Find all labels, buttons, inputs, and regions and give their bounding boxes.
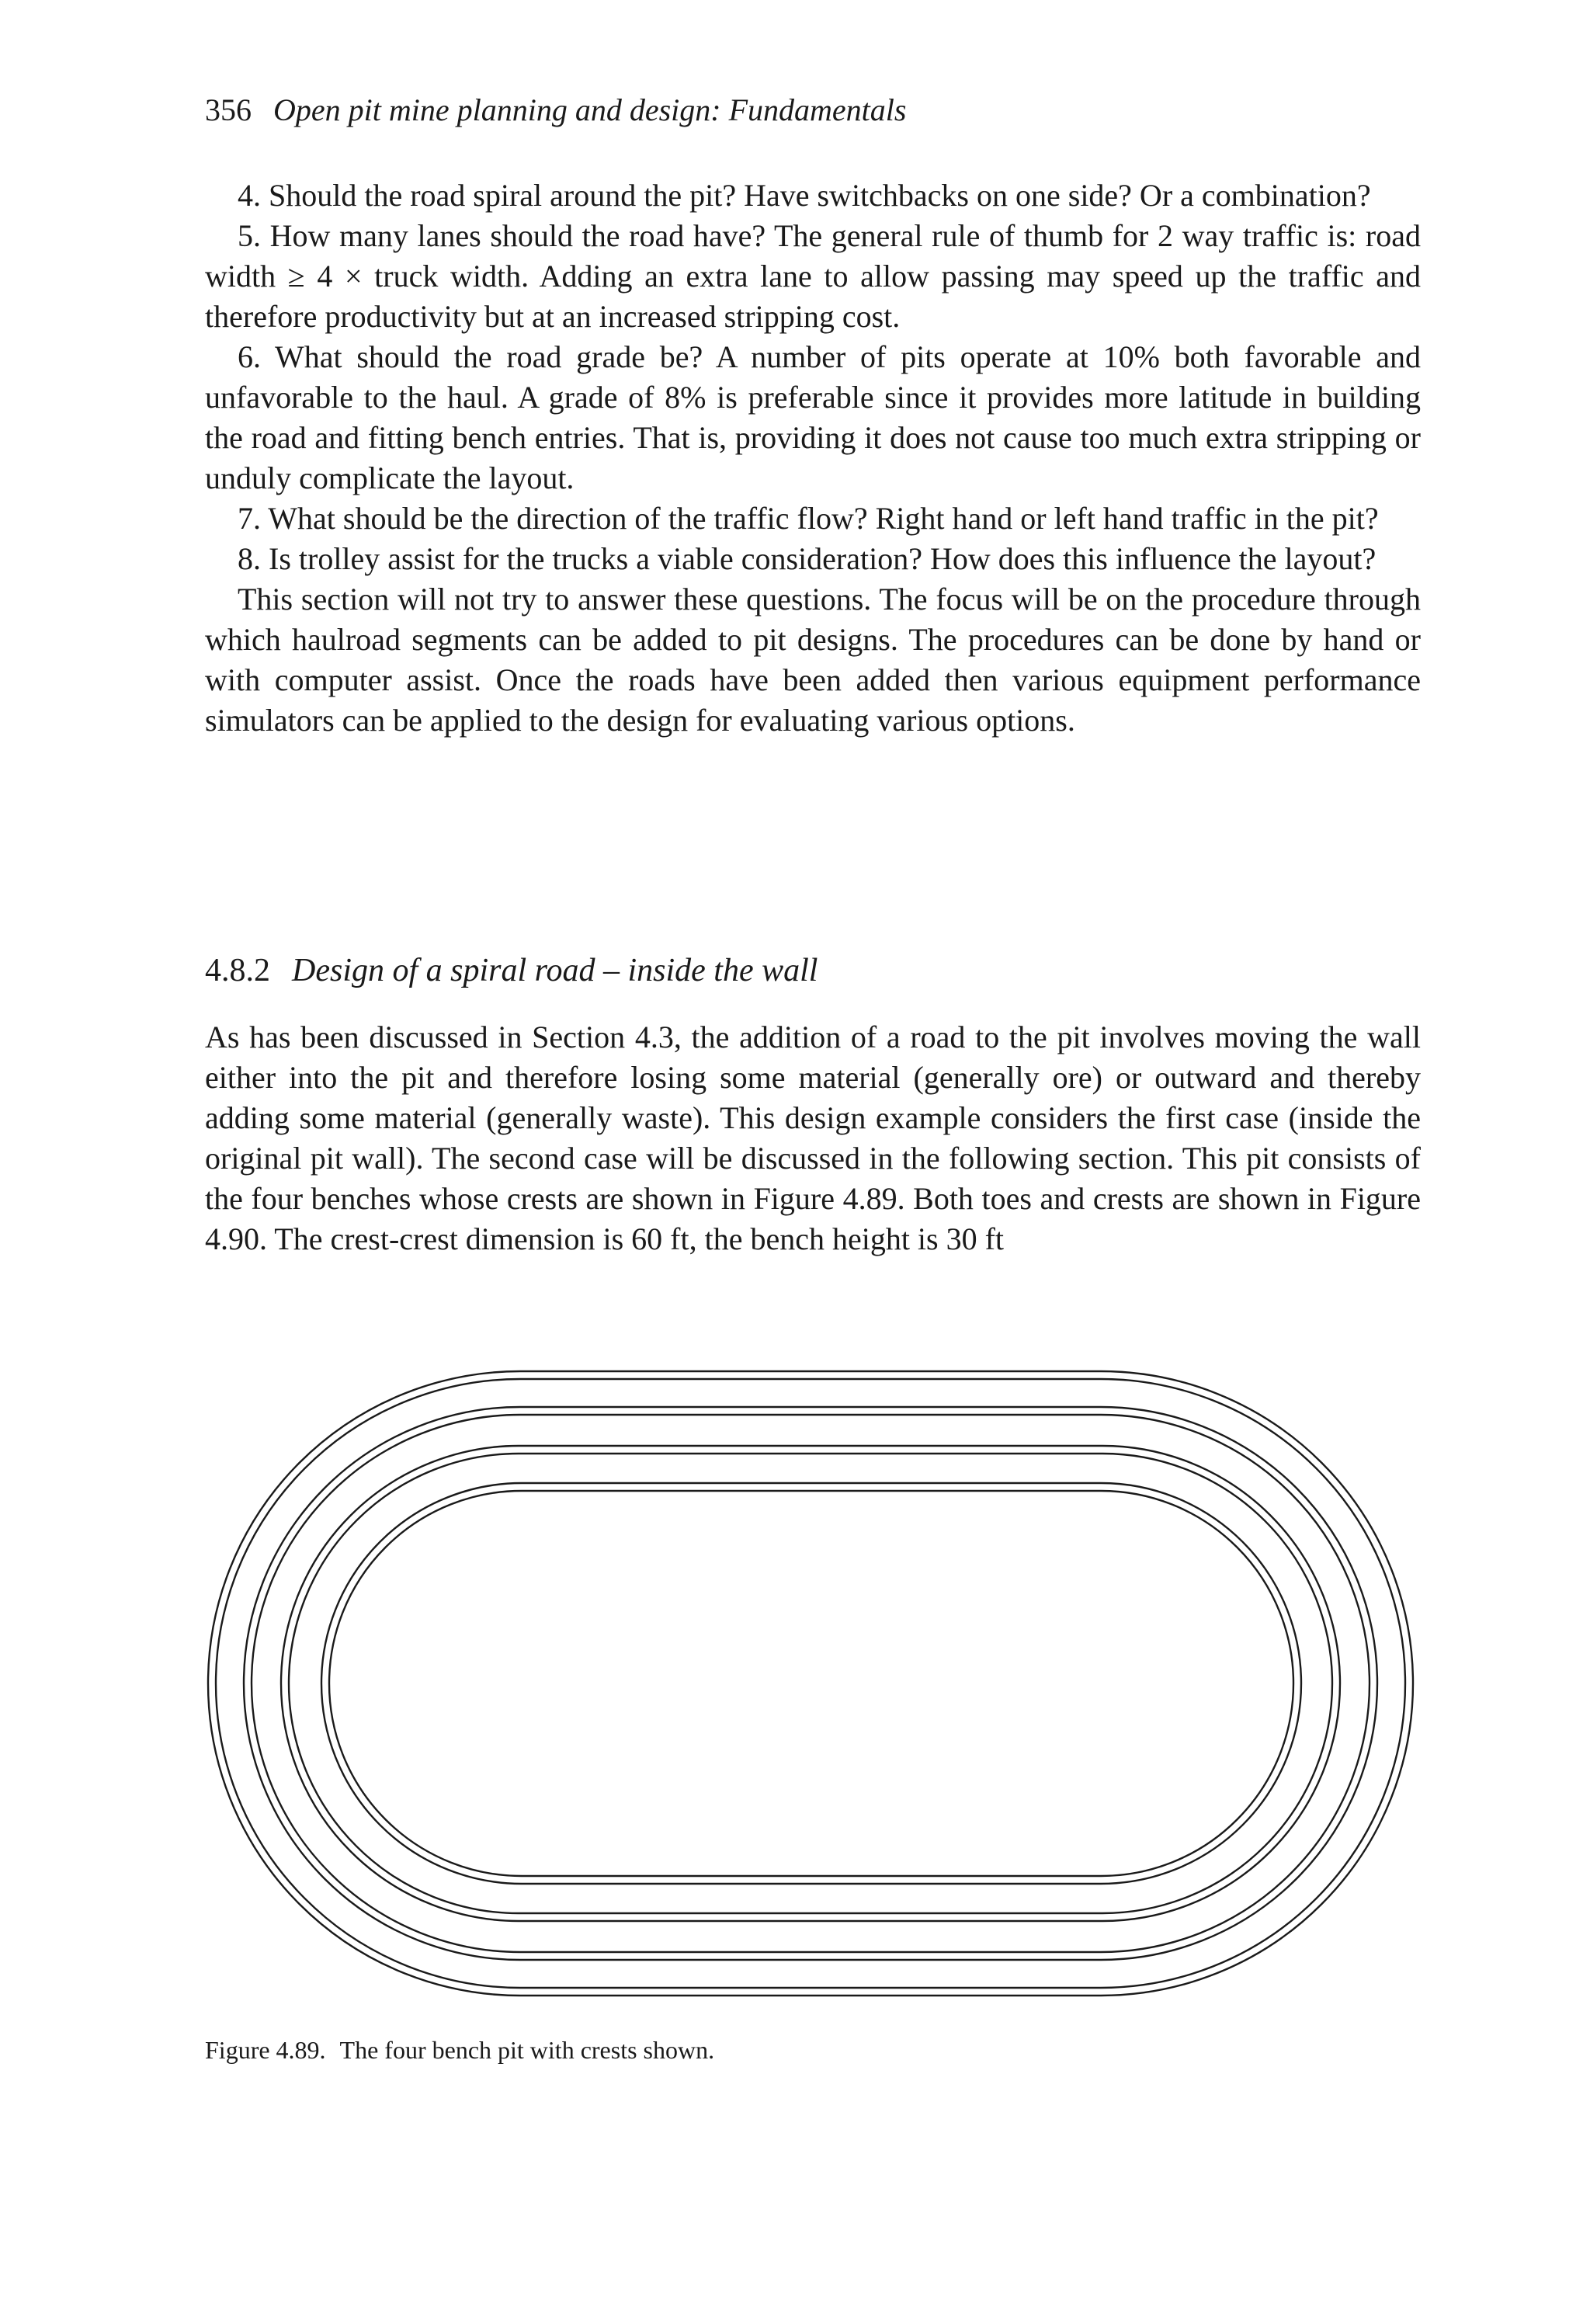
section-intro-paragraph: This section will not try to answer these questions. The focus will be on the procedure through which haulroad segments can be added to pit designs. The procedures can be done by hand or with computer assist. Once the roads have been added then various equipment performance simulators can be applied to the design for evaluating various options.	[205, 582, 1421, 738]
bench-crest-4	[321, 1483, 1301, 1884]
figure-label: Figure 4.89.	[205, 2036, 326, 2064]
list-item: 5. How many lanes should the road have? The general rule of thumb for 2 way traffic is: road width ≥ 4 × truck width. Adding an extra lane to allow passing may speed up the traffic and therefore productivity but at an increased stripping cost.	[205, 218, 1421, 334]
list-item: 6. What should the road grade be? A number of pits operate at 10% both favorable and unfavorable to the haul. A grade of 8% is preferable since it provides more latitude in building the road and fitting bench entries. That is, providing it does not cause too much extra stripping or unduly complicate the layout.	[205, 339, 1421, 495]
section-heading	[205, 952, 818, 989]
pit-crests-figure	[205, 1367, 1421, 2003]
list-item: 7. What should be the direction of the traffic flow? Right hand or left hand traffic in the pit?	[238, 501, 1379, 536]
bench-crest-4-toe	[329, 1491, 1293, 1876]
bench-crest-1	[208, 1371, 1413, 1996]
section-number: 4.8.2	[205, 953, 270, 988]
page-number: 356	[205, 92, 252, 127]
figure-caption	[205, 2036, 714, 2065]
list-item: 8. Is trolley assist for the trucks a viable consideration? How does this influence the layout?	[238, 541, 1376, 576]
list-item: 4. Should the road spiral around the pit? Have switchbacks on one side? Or a combination?	[238, 178, 1371, 213]
figure-caption-text: The four bench pit with crests shown.	[339, 2036, 715, 2064]
section-title: Design of a spiral road – inside the wall	[292, 953, 818, 988]
question-list	[205, 175, 1421, 741]
bench-crest-3-toe	[289, 1454, 1332, 1913]
book-title: Open pit mine planning and design: Fundamentals	[273, 92, 907, 127]
bench-crest-2-toe	[252, 1415, 1370, 1952]
bench-crest-3	[281, 1446, 1340, 1921]
section-body	[205, 1017, 1421, 1259]
running-header	[205, 92, 906, 128]
bench-crest-1-toe	[216, 1379, 1405, 1988]
body-paragraph: As has been discussed in Section 4.3, the addition of a road to the pit involves moving the wall either into the pit and therefore losing some material (generally ore) or outward and thereby adding some material (generally waste). This design example considers the first case (inside the original pit wall). The second case will be discussed in the following section. This pit consists of the four benches whose crests are shown in Figure 4.89. Both toes and crests are shown in Figure 4.90. The crest-crest dimension is 60 ft, the bench height is 30 ft	[205, 1020, 1421, 1256]
